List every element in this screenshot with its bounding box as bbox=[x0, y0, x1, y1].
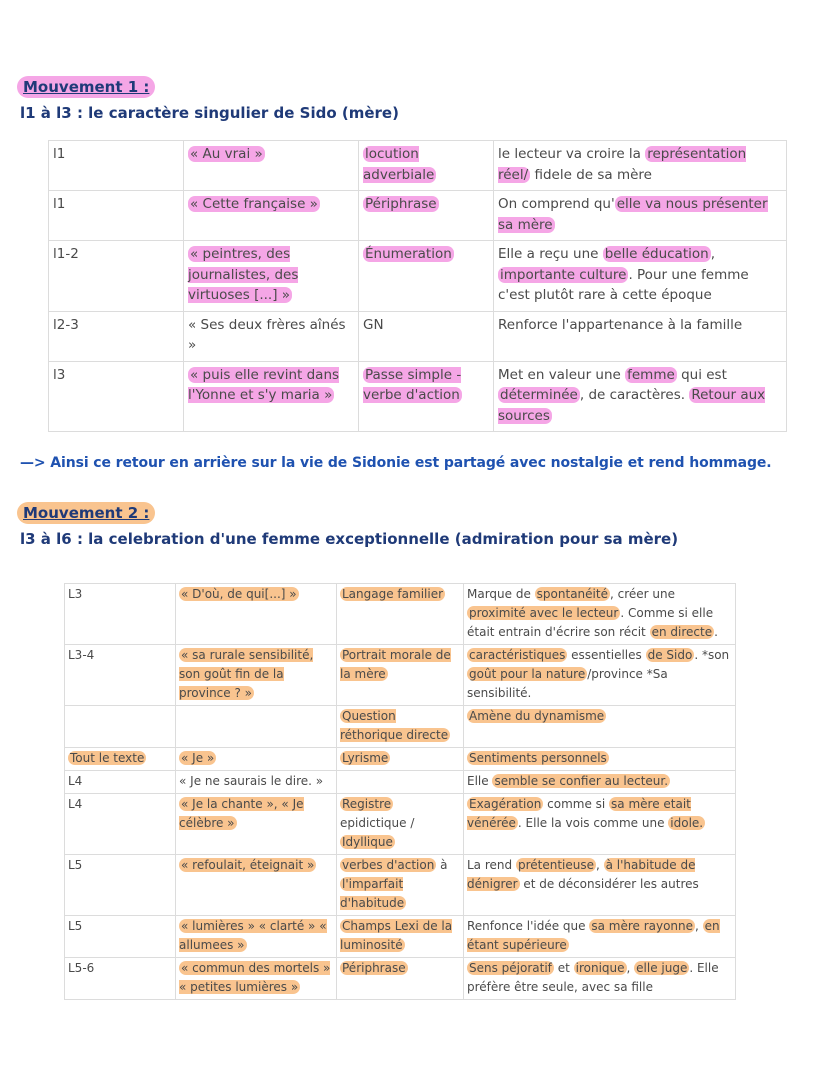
mouvement-2-table-row bbox=[65, 855, 736, 916]
cell-text: L5 bbox=[68, 919, 83, 933]
citation-cell bbox=[184, 241, 359, 312]
procede-cell bbox=[337, 584, 464, 645]
interpretation-cell bbox=[464, 771, 736, 794]
conclusion: —> Ainsi ce retour en arrière sur la vie de Sidonie est partagé avec nostalgie et rend hommage. bbox=[20, 455, 772, 471]
interpretation-cell bbox=[494, 361, 787, 432]
highlighted-text: « peintres, des journalistes, des virtuoses [...] » bbox=[188, 246, 299, 303]
interpretation-cell bbox=[464, 794, 736, 855]
cell-text: l3 bbox=[53, 366, 66, 383]
highlighted-text: Tout le texte bbox=[70, 751, 145, 765]
mouvement-2-title-text: Mouvement 2 : bbox=[17, 502, 155, 524]
cell-text: , bbox=[710, 246, 715, 262]
highlighted-text: elle va nous présenter sa mère bbox=[498, 196, 768, 233]
line-ref-cell bbox=[49, 141, 184, 191]
mouvement-1-title-text: Mouvement 1 : bbox=[17, 76, 155, 98]
cell-text: comme si bbox=[543, 797, 610, 811]
line-ref-cell bbox=[49, 361, 184, 432]
highlighted-text: verbes d'action bbox=[342, 858, 435, 872]
line-ref-cell bbox=[65, 855, 176, 916]
highlighted-text: Énumeration bbox=[365, 246, 452, 262]
mouvement-1-table-row bbox=[49, 241, 787, 312]
cell-text: . bbox=[714, 625, 718, 639]
interpretation-cell bbox=[494, 241, 787, 312]
citation-cell bbox=[184, 361, 359, 432]
mouvement-2-table-row bbox=[65, 958, 736, 1000]
highlighted-text: sa mère rayonne bbox=[591, 919, 694, 933]
line-ref-cell bbox=[65, 771, 176, 794]
cell-text: , bbox=[595, 858, 604, 872]
line-ref-cell bbox=[65, 645, 176, 706]
interpretation-cell bbox=[464, 916, 736, 958]
cell-text: l1-2 bbox=[53, 246, 79, 262]
line-ref-cell bbox=[65, 706, 176, 748]
highlighted-text: « Je » bbox=[181, 751, 215, 765]
procede-cell bbox=[359, 361, 494, 432]
cell-text: La rend bbox=[467, 858, 516, 872]
cell-text: L4 bbox=[68, 774, 83, 788]
highlighted-text: « D'où, de qui[...] » bbox=[181, 587, 297, 601]
highlighted-text: « refoulait, éteignait » bbox=[181, 858, 315, 872]
mouvement-1-table-row bbox=[49, 361, 787, 432]
cell-text: L4 bbox=[68, 797, 83, 811]
highlighted-text: représentation réel/ bbox=[498, 146, 747, 183]
highlighted-text: « commun des mortels » « petites lumières » bbox=[179, 961, 331, 994]
procede-cell bbox=[337, 706, 464, 748]
cell-text: On comprend qu' bbox=[498, 196, 615, 212]
line-ref-cell bbox=[65, 958, 176, 1000]
interpretation-cell bbox=[464, 584, 736, 645]
citation-cell bbox=[184, 191, 359, 241]
highlighted-text: caractéristiques bbox=[469, 648, 566, 662]
interpretation-cell bbox=[464, 748, 736, 771]
highlighted-text: Périphrase bbox=[365, 196, 437, 212]
highlighted-text: Passe simple - verbe d'action bbox=[363, 366, 462, 403]
mouvement-2-subtitle: l3 à l6 : la celebration d'une femme exceptionnelle (admiration pour sa mère) bbox=[20, 530, 679, 548]
mouvement-2-table-row bbox=[65, 794, 736, 855]
citation-cell bbox=[176, 958, 337, 1000]
cell-text: . Elle préfère être seule, avec sa fille bbox=[467, 961, 719, 994]
highlighted-text: idole. bbox=[670, 816, 704, 830]
citation-cell bbox=[184, 141, 359, 191]
mouvement-1-table-body bbox=[49, 141, 787, 432]
highlighted-text: Périphrase bbox=[342, 961, 406, 975]
line-ref-cell bbox=[65, 794, 176, 855]
cell-text: GN bbox=[363, 316, 384, 333]
highlighted-text: Sens péjoratif bbox=[469, 961, 552, 975]
mouvement-1-table-row bbox=[49, 311, 787, 361]
highlighted-text: belle éducation bbox=[604, 246, 709, 262]
cell-text: /province *Sa sensibilité. bbox=[467, 667, 668, 700]
highlighted-text: goût pour la nature bbox=[469, 667, 586, 681]
highlighted-text: Sentiments personnels bbox=[469, 751, 607, 765]
cell-text: , créer une bbox=[609, 587, 675, 601]
highlighted-text: elle juge bbox=[636, 961, 688, 975]
cell-text: epidictique / bbox=[340, 816, 415, 830]
interpretation-cell bbox=[494, 311, 787, 361]
procede-cell bbox=[337, 958, 464, 1000]
cell-text: l1 bbox=[53, 146, 66, 162]
cell-text: . Elle la vois comme une bbox=[517, 816, 669, 830]
cell-text: Renforce l'appartenance à la famille bbox=[498, 316, 743, 333]
highlighted-text: ironique bbox=[575, 961, 625, 975]
mouvement-2-table-row bbox=[65, 916, 736, 958]
interpretation-cell bbox=[464, 645, 736, 706]
mouvement-2-table-row bbox=[65, 584, 736, 645]
highlighted-text: en directe bbox=[651, 625, 713, 639]
cell-text: l2-3 bbox=[53, 316, 79, 333]
cell-text: L3-4 bbox=[68, 648, 95, 662]
highlighted-text: prétentieuse bbox=[517, 858, 594, 872]
highlighted-text: Idyllique bbox=[342, 835, 393, 849]
interpretation-cell bbox=[464, 855, 736, 916]
cell-text: Marque de bbox=[467, 587, 535, 601]
citation-cell bbox=[176, 916, 337, 958]
procede-cell bbox=[337, 771, 464, 794]
mouvement-1-table-row bbox=[49, 141, 787, 191]
mouvement-2-table-body bbox=[65, 584, 736, 1000]
cell-text: à bbox=[436, 858, 448, 872]
mouvement-2-table-row bbox=[65, 771, 736, 794]
procede-cell bbox=[359, 241, 494, 312]
citation-cell bbox=[176, 748, 337, 771]
interpretation-cell bbox=[494, 191, 787, 241]
cell-text: L5-6 bbox=[68, 961, 95, 975]
highlighted-text: semble se confier au lecteur. bbox=[494, 774, 669, 788]
mouvement-1-table bbox=[48, 140, 787, 432]
mouvement-1-title bbox=[17, 78, 155, 96]
procede-cell bbox=[359, 311, 494, 361]
highlighted-text: femme bbox=[627, 366, 675, 383]
cell-text: . Comme si elle était entrain d'écrire son récit bbox=[467, 606, 714, 639]
highlighted-text: « Je la chante », « Je célèbre » bbox=[179, 797, 304, 830]
highlighted-text: « sa rurale sensibilité, son goût fin de la province ? » bbox=[179, 648, 314, 700]
citation-cell bbox=[176, 706, 337, 748]
cell-text: Met en valeur une bbox=[498, 366, 626, 383]
highlighted-text: spontanéité bbox=[536, 587, 608, 601]
line-ref-cell bbox=[49, 241, 184, 312]
interpretation-cell bbox=[464, 706, 736, 748]
highlighted-text: de Sido bbox=[647, 648, 693, 662]
mouvement-2-table bbox=[64, 583, 736, 1000]
cell-text: L5 bbox=[68, 858, 83, 872]
highlighted-text: l'imparfait d'habitude bbox=[340, 877, 405, 910]
cell-text: fidele de sa mère bbox=[530, 166, 652, 183]
procede-cell bbox=[337, 855, 464, 916]
mouvement-2-table-row bbox=[65, 645, 736, 706]
cell-text: « Je ne saurais le dire. » bbox=[179, 774, 324, 788]
procede-cell bbox=[359, 141, 494, 191]
highlighted-text: Retour aux sources bbox=[498, 387, 766, 424]
cell-text: Elle a reçu une bbox=[498, 246, 603, 262]
highlighted-text: locution adverbiale bbox=[363, 146, 435, 183]
highlighted-text: Amène du dynamisme bbox=[469, 709, 605, 723]
cell-text: L3 bbox=[68, 587, 83, 601]
cell-text: et de déconsidérer les autres bbox=[519, 877, 699, 891]
procede-cell bbox=[359, 191, 494, 241]
highlighted-text: à l'habitude de dénigrer bbox=[467, 858, 696, 891]
citation-cell bbox=[176, 645, 337, 706]
highlighted-text: proximité avec le lecteur bbox=[469, 606, 619, 620]
cell-text: l1 bbox=[53, 196, 66, 212]
citation-cell bbox=[176, 794, 337, 855]
line-ref-cell bbox=[49, 191, 184, 241]
interpretation-cell bbox=[494, 141, 787, 191]
procede-cell bbox=[337, 645, 464, 706]
highlighted-text: Champs Lexi de la luminosité bbox=[340, 919, 453, 952]
highlighted-text: en étant supérieure bbox=[467, 919, 720, 952]
highlighted-text: déterminée bbox=[500, 387, 578, 403]
cell-text: , de caractères. bbox=[579, 387, 690, 403]
cell-text: essentielles bbox=[567, 648, 646, 662]
line-ref-cell bbox=[65, 584, 176, 645]
highlighted-text: importante culture bbox=[500, 266, 627, 283]
cell-text: , bbox=[626, 961, 635, 975]
line-ref-cell bbox=[65, 748, 176, 771]
cell-text: et bbox=[553, 961, 574, 975]
highlighted-text: sa mère etait vénérée bbox=[467, 797, 691, 830]
mouvement-2-table-row bbox=[65, 706, 736, 748]
citation-cell bbox=[176, 584, 337, 645]
cell-text: « Ses deux frères aînés » bbox=[188, 316, 346, 353]
citation-cell bbox=[184, 311, 359, 361]
cell-text: qui est bbox=[676, 366, 727, 383]
mouvement-2-title bbox=[17, 504, 155, 522]
interpretation-cell bbox=[464, 958, 736, 1000]
highlighted-text: « Au vrai » bbox=[190, 146, 263, 162]
cell-text: . *son bbox=[694, 648, 730, 662]
highlighted-text: Question réthorique directe bbox=[340, 709, 449, 742]
mouvement-2-table-row bbox=[65, 748, 736, 771]
highlighted-text: Registre bbox=[342, 797, 392, 811]
highlighted-text: Portrait morale de la mère bbox=[340, 648, 451, 681]
procede-cell bbox=[337, 748, 464, 771]
mouvement-1-table-row bbox=[49, 191, 787, 241]
procede-cell bbox=[337, 916, 464, 958]
highlighted-text: Exagération bbox=[469, 797, 542, 811]
cell-text: , bbox=[695, 919, 703, 933]
cell-text: Renfonce l'idée que bbox=[467, 919, 590, 933]
line-ref-cell bbox=[49, 311, 184, 361]
highlighted-text: Lyrisme bbox=[342, 751, 389, 765]
highlighted-text: Langage familier bbox=[342, 587, 444, 601]
highlighted-text: « puis elle revint dans l'Yonne et s'y maria » bbox=[188, 366, 340, 403]
cell-text: . Pour une femme c'est plutôt rare à cette époque bbox=[498, 266, 749, 303]
citation-cell bbox=[176, 855, 337, 916]
citation-cell bbox=[176, 771, 337, 794]
cell-text: Elle bbox=[467, 774, 493, 788]
highlighted-text: « lumières » « clarté » « allumees » bbox=[179, 919, 327, 952]
line-ref-cell bbox=[65, 916, 176, 958]
highlighted-text: « Cette française » bbox=[190, 196, 318, 212]
mouvement-1-subtitle: l1 à l3 : le caractère singulier de Sido (mère) bbox=[20, 104, 399, 122]
procede-cell bbox=[337, 794, 464, 855]
cell-text: le lecteur va croire la bbox=[498, 146, 646, 162]
